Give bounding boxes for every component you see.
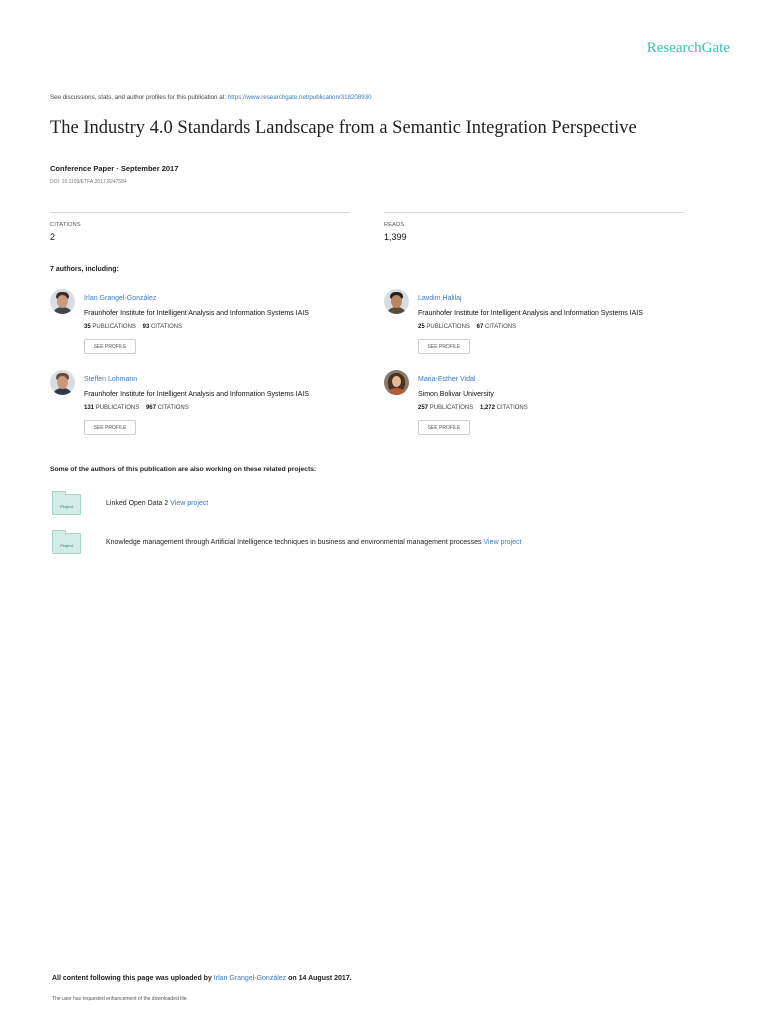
publications-label: PUBLICATIONS bbox=[95, 405, 140, 411]
author-institution: Fraunhofer Institute for Intelligent Analysis and Information Systems IAIS bbox=[84, 310, 309, 317]
citations-label: CITATIONS bbox=[484, 324, 517, 330]
see-profile-button[interactable]: SEE PROFILE bbox=[84, 420, 136, 435]
author-publications-count: 35 bbox=[84, 324, 91, 330]
project-folder-icon bbox=[52, 494, 81, 515]
researchgate-logo: ResearchGate bbox=[646, 40, 730, 56]
citations-label: CITATIONS bbox=[496, 405, 528, 411]
author-institution: Fraunhofer Institute for Intelligent Analysis and Information Systems IAIS bbox=[84, 391, 309, 398]
publications-label: PUBLICATIONS bbox=[426, 324, 470, 330]
author-stats bbox=[84, 405, 309, 411]
author-institution: Fraunhofer Institute for Intelligent Analysis and Information Systems IAIS bbox=[418, 310, 643, 317]
author-stats bbox=[84, 324, 309, 330]
project-name: Linked Open Data 2 bbox=[106, 500, 169, 507]
uploader-link[interactable]: Irlan Grangel-González bbox=[213, 975, 287, 982]
doi: DOI: 10.1109/ETFA.2017.8247584 bbox=[50, 179, 127, 185]
upload-suffix: on 14 August 2017. bbox=[288, 975, 352, 982]
publications-label: PUBLICATIONS bbox=[429, 405, 474, 411]
author-institution: Simon Bolivar University bbox=[418, 391, 494, 398]
publications-label: PUBLICATIONS bbox=[92, 324, 136, 330]
see-profile-button[interactable]: SEE PROFILE bbox=[418, 420, 470, 435]
publication-type: Conference Paper · September 2017 bbox=[50, 164, 179, 173]
author-avatar[interactable] bbox=[50, 370, 75, 395]
author-citations-count: 93 bbox=[142, 324, 150, 330]
related-projects-heading: Some of the authors of this publication are also working on these related projects: bbox=[50, 466, 317, 473]
author-citations-count: 1,272 bbox=[479, 405, 495, 411]
authors-heading: 7 authors, including: bbox=[50, 266, 119, 273]
project-folder-icon bbox=[52, 533, 81, 554]
citations-stat bbox=[50, 212, 350, 242]
author-citations-count: 967 bbox=[145, 405, 156, 411]
view-project-link[interactable]: View project bbox=[170, 500, 209, 507]
author-avatar[interactable] bbox=[384, 370, 409, 395]
citations-label: CITATIONS bbox=[50, 222, 81, 228]
paper-title: The Industry 4.0 Standards Landscape from a Semantic Integration Perspective bbox=[50, 118, 637, 138]
view-project-link[interactable]: View project bbox=[483, 539, 522, 546]
author-publications-count: 131 bbox=[84, 405, 95, 411]
project-icon-label: Project bbox=[60, 543, 73, 548]
discussion-notice bbox=[50, 94, 372, 101]
see-profile-button[interactable]: SEE PROFILE bbox=[84, 339, 136, 354]
project-name: Knowledge management through Artificial Intelligence techniques in business and environmental management processes bbox=[106, 539, 482, 546]
author-avatar[interactable] bbox=[50, 289, 75, 314]
upload-prefix: All content following this page was uploaded by bbox=[52, 975, 212, 982]
project-icon-label: Project bbox=[60, 504, 73, 509]
reads-stat bbox=[384, 212, 684, 242]
author-name-link[interactable]: Steffen Lohmann bbox=[84, 376, 138, 383]
citations-value: 2 bbox=[50, 232, 56, 242]
see-profile-button[interactable]: SEE PROFILE bbox=[418, 339, 470, 354]
discussion-notice-text: See discussions, stats, and author profiles for this publication at: bbox=[50, 94, 227, 101]
reads-label: READS bbox=[384, 222, 405, 228]
citations-label: CITATIONS bbox=[150, 324, 183, 330]
upload-notice bbox=[52, 975, 352, 982]
author-name-link[interactable]: Irlan Grangel-González bbox=[84, 295, 157, 302]
author-name-link[interactable]: Maria-Esther Vidal bbox=[418, 376, 476, 383]
reads-value: 1,399 bbox=[384, 232, 407, 242]
author-citations-count: 67 bbox=[476, 324, 484, 330]
author-avatar[interactable] bbox=[384, 289, 409, 314]
citations-label: CITATIONS bbox=[157, 405, 189, 411]
author-name-link[interactable]: Lavdim Halilaj bbox=[418, 295, 462, 302]
author-publications-count: 257 bbox=[418, 405, 429, 411]
author-stats bbox=[418, 324, 643, 330]
publication-url-link[interactable]: https://www.researchgate.net/publication/318208930 bbox=[227, 94, 372, 101]
author-stats bbox=[418, 405, 528, 411]
enhancement-note: The user has requested enhancement of the downloaded file. bbox=[52, 996, 188, 1002]
author-publications-count: 25 bbox=[418, 324, 425, 330]
